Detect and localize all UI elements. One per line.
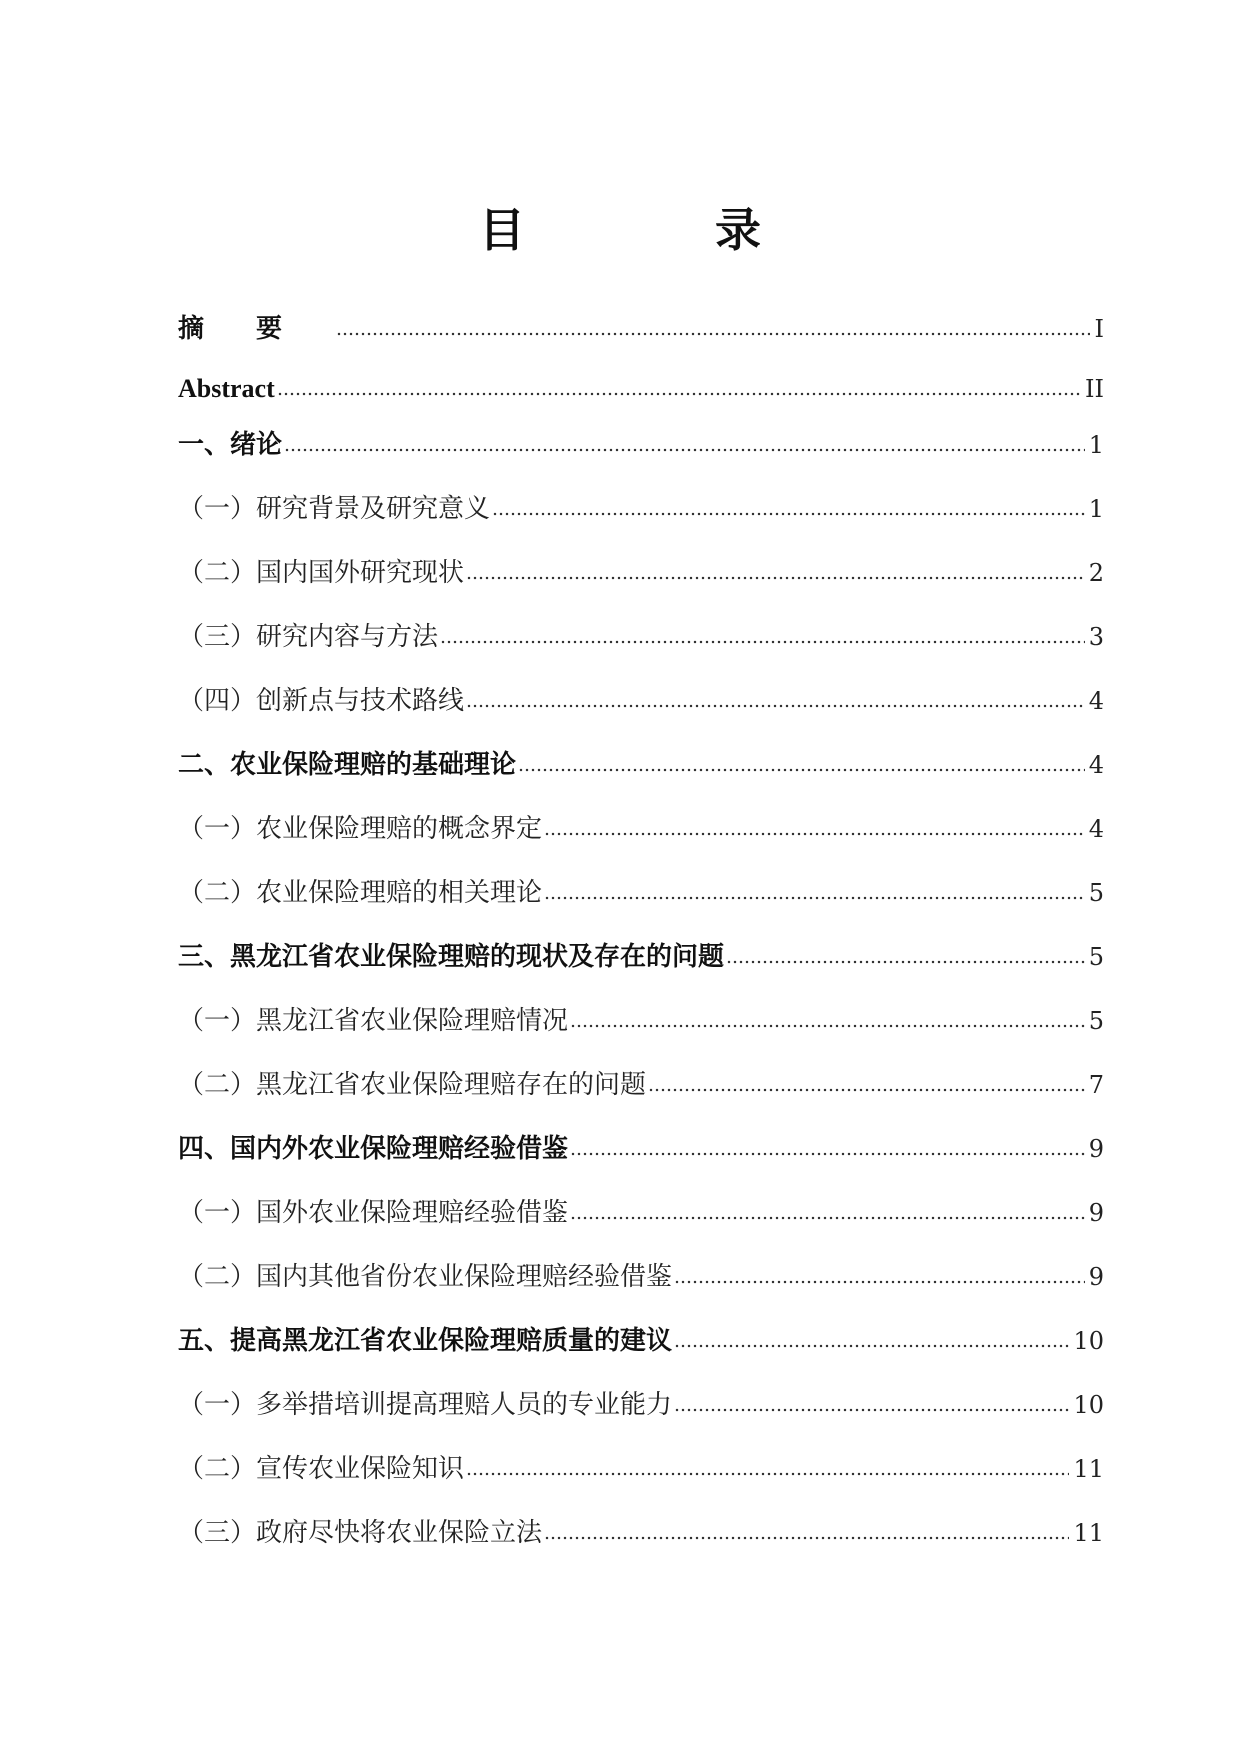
toc-entry-page: 9 [1088, 1263, 1104, 1291]
toc-entry-label: （一）研究背景及研究意义 [178, 494, 491, 524]
toc-entry-label: （二）宣传农业保险知识 [178, 1454, 465, 1484]
toc-entry[interactable] [178, 486, 1104, 526]
toc-entry-page: 5 [1088, 1007, 1104, 1035]
toc-entry[interactable] [178, 742, 1104, 782]
toc-entry-label: （一）农业保险理赔的概念界定 [178, 814, 543, 844]
toc-entry-page: 9 [1088, 1199, 1104, 1227]
dot-leader [570, 1214, 1085, 1222]
toc-entry-label: （二）黑龙江省农业保险理赔存在的问题 [178, 1070, 647, 1100]
toc-entry-label: 二、农业保险理赔的基础理论 [178, 750, 517, 780]
dot-leader [466, 702, 1085, 710]
toc-entry-page: I [1094, 315, 1104, 343]
toc-entry[interactable] [178, 1190, 1104, 1230]
toc-entry-page: 1 [1088, 431, 1104, 459]
toc-entry[interactable] [178, 614, 1104, 654]
toc-entry[interactable] [178, 806, 1104, 846]
toc-entry-page: 4 [1088, 815, 1104, 843]
toc-entry-label: 四、国内外农业保险理赔经验借鉴 [178, 1134, 569, 1164]
toc-entry[interactable] [178, 422, 1104, 462]
dot-leader [726, 958, 1085, 966]
toc-entry[interactable] [178, 1382, 1104, 1422]
toc-entry-label: Abstract [178, 374, 275, 403]
toc-entry-label: （二）国内其他省份农业保险理赔经验借鉴 [178, 1262, 673, 1292]
toc-entry-page: 7 [1088, 1071, 1104, 1099]
toc-entry-label: （一）国外农业保险理赔经验借鉴 [178, 1198, 569, 1228]
toc-entry-label: 三、黑龙江省农业保险理赔的现状及存在的问题 [178, 942, 725, 972]
toc-entry-label: （四）创新点与技术路线 [178, 686, 465, 716]
dot-leader [648, 1086, 1085, 1094]
toc-entry-page: 5 [1088, 943, 1104, 971]
toc-entry-label: 摘要 [178, 314, 335, 344]
dot-leader [570, 1022, 1085, 1030]
toc-entry-label: （三）研究内容与方法 [178, 622, 439, 652]
toc-entry[interactable] [178, 1062, 1104, 1102]
dot-leader [544, 830, 1085, 838]
toc-entry[interactable] [178, 1126, 1104, 1166]
toc-entry[interactable] [178, 1510, 1104, 1550]
toc-entry[interactable] [178, 366, 1104, 406]
dot-leader [466, 574, 1085, 582]
toc-entry-label: 一、绪论 [178, 430, 283, 460]
toc-entry[interactable] [178, 998, 1104, 1038]
dot-leader [466, 1470, 1069, 1478]
dot-leader [570, 1150, 1085, 1158]
toc-entry[interactable] [178, 550, 1104, 590]
toc-entry-label: （一）多举措培训提高理赔人员的专业能力 [178, 1390, 673, 1420]
toc-entry-label: 五、提高黑龙江省农业保险理赔质量的建议 [178, 1326, 673, 1356]
toc-entry-label: （一）黑龙江省农业保险理赔情况 [178, 1006, 569, 1036]
toc-entry-page: 3 [1088, 623, 1104, 651]
toc-entry[interactable] [178, 934, 1104, 974]
toc-entry-page: 4 [1088, 751, 1104, 779]
toc-entry-page: 11 [1073, 1519, 1104, 1547]
dot-leader [277, 390, 1081, 398]
dot-leader [440, 638, 1085, 646]
toc-entry-label: （二）国内国外研究现状 [178, 558, 465, 588]
toc-entry-page: 5 [1088, 879, 1104, 907]
toc-entry-page: 4 [1088, 687, 1104, 715]
toc-entry-page: 2 [1088, 559, 1104, 587]
toc-entry[interactable] [178, 1254, 1104, 1294]
toc-entry-page: 9 [1088, 1135, 1104, 1163]
toc-entry[interactable] [178, 1446, 1104, 1486]
toc-entry-label: （二）农业保险理赔的相关理论 [178, 878, 543, 908]
dot-leader [544, 1534, 1069, 1542]
toc-entry-page: 11 [1073, 1455, 1104, 1483]
toc-title: 目 录 [479, 203, 833, 257]
toc-entry-page: II [1085, 375, 1104, 403]
dot-leader [544, 894, 1085, 902]
toc-entry-page: 1 [1088, 495, 1104, 523]
dot-leader [492, 510, 1085, 518]
dot-leader [674, 1406, 1069, 1414]
dot-leader [674, 1278, 1085, 1286]
dot-leader [674, 1342, 1069, 1350]
dot-leader [518, 766, 1085, 774]
toc-entry[interactable] [178, 306, 1104, 346]
toc-entry-page: 10 [1073, 1391, 1104, 1419]
toc-entry-page: 10 [1073, 1327, 1104, 1355]
toc-entry[interactable] [178, 1318, 1104, 1358]
dot-leader [284, 446, 1085, 454]
dot-leader [336, 330, 1090, 338]
toc-entry[interactable] [178, 870, 1104, 910]
toc-entry[interactable] [178, 678, 1104, 718]
toc-entry-label: （三）政府尽快将农业保险立法 [178, 1518, 543, 1548]
